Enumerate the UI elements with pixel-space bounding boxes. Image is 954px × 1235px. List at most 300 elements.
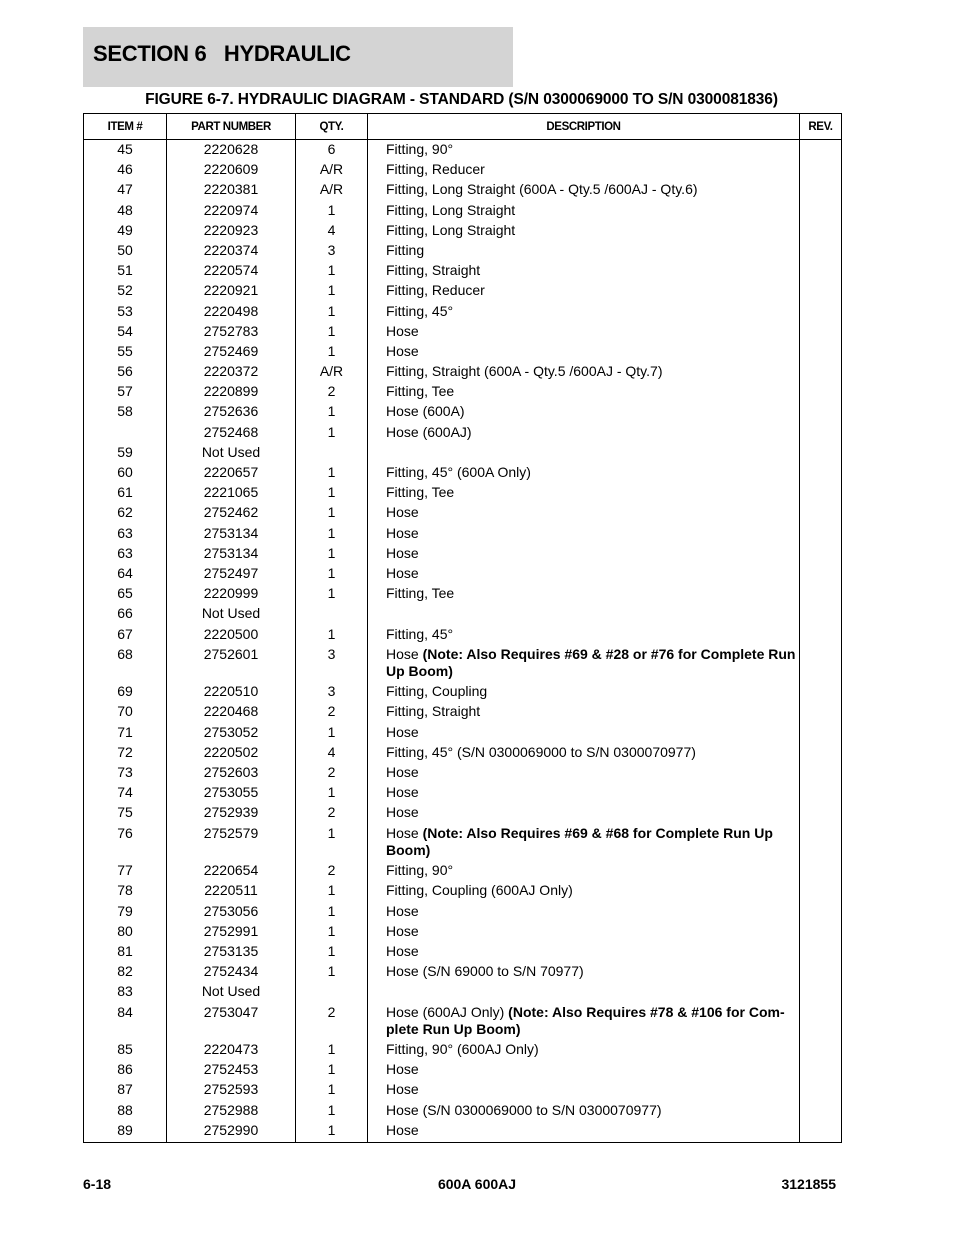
description-cell	[368, 742, 800, 762]
description-cell	[368, 1120, 800, 1142]
part-number-cell: 2752601	[167, 644, 296, 682]
item-number-cell: 59	[84, 442, 167, 462]
table-row	[84, 584, 842, 604]
part-number-cell: 2753055	[167, 783, 296, 803]
description-text: Hose	[386, 942, 419, 959]
description-cell	[368, 722, 800, 742]
part-number-cell: 2752469	[167, 341, 296, 361]
revision-cell	[800, 1100, 842, 1120]
quantity-cell: 1	[296, 921, 368, 941]
part-number-cell: 2753056	[167, 901, 296, 921]
description-note: (Note: Also Requires #69 & #28 or #76 for Complete Run Up Boom)	[386, 645, 796, 680]
quantity-cell: 1	[296, 584, 368, 604]
table-row	[84, 1040, 842, 1060]
part-number-cell: 2753134	[167, 523, 296, 543]
section-banner	[83, 27, 513, 87]
column-header-description: DESCRIPTION	[368, 114, 800, 140]
revision-cell	[800, 1080, 842, 1100]
parts-table	[83, 113, 842, 1143]
description-cell	[368, 901, 800, 921]
quantity-cell: 1	[296, 261, 368, 281]
description-text: Hose (S/N 0300069000 to S/N 0300070977)	[386, 1101, 662, 1118]
part-number-cell: Not Used	[167, 442, 296, 462]
revision-cell	[800, 564, 842, 584]
description-cell	[368, 301, 800, 321]
revision-cell	[800, 742, 842, 762]
quantity-cell: 1	[296, 341, 368, 361]
table-row	[84, 442, 842, 462]
revision-cell	[800, 901, 842, 921]
quantity-cell	[296, 442, 368, 462]
table-row	[84, 604, 842, 624]
table-row	[84, 341, 842, 361]
item-number-cell: 81	[84, 942, 167, 962]
description-cell	[368, 241, 800, 261]
part-number-cell: 2752579	[167, 823, 296, 861]
part-number-cell: Not Used	[167, 982, 296, 1002]
quantity-cell: 3	[296, 644, 368, 682]
table-row	[84, 382, 842, 402]
table-row	[84, 823, 842, 861]
description-cell	[368, 1002, 800, 1040]
table-row	[84, 402, 842, 422]
description-text: Hose	[386, 1121, 419, 1138]
table-row	[84, 921, 842, 941]
item-number-cell: 82	[84, 962, 167, 982]
description-text: Hose	[386, 322, 419, 339]
part-number-cell: 2221065	[167, 483, 296, 503]
description-text: Fitting, Long Straight	[386, 221, 516, 238]
quantity-cell: 1	[296, 624, 368, 644]
description-text: Hose	[386, 784, 419, 801]
quantity-cell: A/R	[296, 180, 368, 200]
item-number-cell: 66	[84, 604, 167, 624]
page-number: 6-18	[83, 1176, 112, 1192]
description-cell	[368, 200, 800, 220]
description-cell	[368, 962, 800, 982]
description-cell	[368, 1080, 800, 1100]
table-row	[84, 881, 842, 901]
part-number-cell: 2752636	[167, 402, 296, 422]
revision-cell	[800, 861, 842, 881]
description-cell	[368, 702, 800, 722]
part-number-cell: 2220899	[167, 382, 296, 402]
description-cell	[368, 503, 800, 523]
item-number-cell: 46	[84, 160, 167, 180]
quantity-cell: 3	[296, 241, 368, 261]
part-number-cell: 2220381	[167, 180, 296, 200]
part-number-cell: 2752434	[167, 962, 296, 982]
description-cell	[368, 543, 800, 563]
document-number: 3121855	[781, 1176, 836, 1192]
column-header-qty: QTY.	[296, 114, 368, 140]
revision-cell	[800, 644, 842, 682]
description-cell	[368, 1040, 800, 1060]
part-number-cell: 2220511	[167, 881, 296, 901]
description-text: Fitting, Coupling (600AJ Only)	[386, 882, 573, 899]
revision-cell	[800, 140, 842, 160]
item-number-cell: 49	[84, 220, 167, 240]
item-number-cell: 89	[84, 1120, 167, 1142]
item-number-cell: 70	[84, 702, 167, 722]
part-number-cell: 2752991	[167, 921, 296, 941]
description-cell	[368, 523, 800, 543]
quantity-cell: 1	[296, 503, 368, 523]
item-number-cell: 45	[84, 140, 167, 160]
description-text: Hose	[386, 544, 419, 561]
description-cell	[368, 921, 800, 941]
description-text: Hose	[386, 504, 419, 521]
item-number-cell: 56	[84, 362, 167, 382]
table-row	[84, 763, 842, 783]
part-number-cell: 2220974	[167, 200, 296, 220]
part-number-cell: 2753047	[167, 1002, 296, 1040]
item-number-cell: 73	[84, 763, 167, 783]
description-cell	[368, 823, 800, 861]
part-number-cell: 2220923	[167, 220, 296, 240]
table-row	[84, 241, 842, 261]
description-cell	[368, 803, 800, 823]
table-row	[84, 281, 842, 301]
revision-cell	[800, 1002, 842, 1040]
table-row	[84, 682, 842, 702]
description-text: Hose	[386, 524, 419, 541]
description-cell	[368, 220, 800, 240]
table-row	[84, 624, 842, 644]
quantity-cell: 1	[296, 783, 368, 803]
quantity-cell: 1	[296, 301, 368, 321]
item-number-cell: 60	[84, 463, 167, 483]
item-number-cell: 80	[84, 921, 167, 941]
revision-cell	[800, 942, 842, 962]
part-number-cell: 2220500	[167, 624, 296, 644]
quantity-cell: 1	[296, 402, 368, 422]
revision-cell	[800, 584, 842, 604]
description-note: (Note: Also Requires #78 & #106 for Com-plete Run Up Boom)	[386, 1003, 785, 1037]
revision-cell	[800, 962, 842, 982]
item-number-cell: 84	[84, 1002, 167, 1040]
part-number-cell: 2220574	[167, 261, 296, 281]
revision-cell	[800, 160, 842, 180]
description-cell	[368, 483, 800, 503]
part-number-cell: 2220510	[167, 682, 296, 702]
table-row	[84, 463, 842, 483]
part-number-cell: 2752783	[167, 321, 296, 341]
table-row	[84, 644, 842, 682]
item-number-cell: 54	[84, 321, 167, 341]
section-title: SECTION 6 HYDRAULIC	[93, 41, 351, 66]
description-cell	[368, 321, 800, 341]
table-row	[84, 321, 842, 341]
item-number-cell: 63	[84, 543, 167, 563]
item-number-cell: 75	[84, 803, 167, 823]
quantity-cell: 2	[296, 702, 368, 722]
part-number-cell: 2752453	[167, 1060, 296, 1080]
revision-cell	[800, 523, 842, 543]
quantity-cell	[296, 982, 368, 1002]
part-number-cell: 2220498	[167, 301, 296, 321]
revision-cell	[800, 382, 842, 402]
table-row	[84, 200, 842, 220]
description-text: Fitting, Reducer	[386, 282, 485, 299]
table-header-row	[84, 114, 842, 140]
description-cell	[368, 422, 800, 442]
revision-cell	[800, 220, 842, 240]
part-number-cell: 2752603	[167, 763, 296, 783]
quantity-cell: 2	[296, 1002, 368, 1040]
part-number-cell: 2752939	[167, 803, 296, 823]
part-number-cell: 2752462	[167, 503, 296, 523]
revision-cell	[800, 921, 842, 941]
part-number-cell: 2753135	[167, 942, 296, 962]
item-number-cell: 88	[84, 1100, 167, 1120]
part-number-cell: 2220609	[167, 160, 296, 180]
quantity-cell: 2	[296, 382, 368, 402]
description-text: Hose	[386, 902, 419, 919]
table-row	[84, 1080, 842, 1100]
part-number-cell: 2220921	[167, 281, 296, 301]
table-row	[84, 783, 842, 803]
item-number-cell: 47	[84, 180, 167, 200]
item-number-cell: 57	[84, 382, 167, 402]
description-text: Hose	[386, 804, 419, 821]
revision-cell	[800, 261, 842, 281]
description-cell	[368, 160, 800, 180]
table-row	[84, 962, 842, 982]
item-number-cell	[84, 422, 167, 442]
item-number-cell: 51	[84, 261, 167, 281]
table-row	[84, 503, 842, 523]
description-text: Hose	[386, 1081, 419, 1098]
description-text: Fitting, Tee	[386, 383, 455, 400]
description-cell	[368, 942, 800, 962]
description-text: Fitting, Long Straight (600A - Qty.5 /600AJ - Qty.6)	[386, 181, 698, 198]
part-number-cell: 2220468	[167, 702, 296, 722]
description-text: Fitting, 45°	[386, 625, 454, 642]
quantity-cell: 1	[296, 942, 368, 962]
item-number-cell: 86	[84, 1060, 167, 1080]
description-text: Hose	[386, 922, 419, 939]
part-number-cell: Not Used	[167, 604, 296, 624]
description-text: Hose	[386, 723, 419, 740]
description-text: Fitting, Straight	[386, 262, 481, 279]
quantity-cell: 1	[296, 1080, 368, 1100]
part-number-cell: 2220374	[167, 241, 296, 261]
quantity-cell: 1	[296, 321, 368, 341]
revision-cell	[800, 1120, 842, 1142]
description-cell	[368, 783, 800, 803]
item-number-cell: 85	[84, 1040, 167, 1060]
quantity-cell: 1	[296, 1100, 368, 1120]
table-row	[84, 543, 842, 563]
revision-cell	[800, 763, 842, 783]
description-text: Hose (S/N 69000 to S/N 70977)	[386, 963, 584, 980]
table-row	[84, 1002, 842, 1040]
quantity-cell: 1	[296, 881, 368, 901]
description-text: Fitting, 45° (S/N 0300069000 to S/N 0300070977)	[386, 743, 696, 760]
description-cell	[368, 140, 800, 160]
column-header-rev: REV.	[800, 114, 842, 140]
item-number-cell: 77	[84, 861, 167, 881]
description-text: Hose	[386, 564, 419, 581]
part-number-cell: 2752497	[167, 564, 296, 584]
table-row	[84, 160, 842, 180]
table-row	[84, 261, 842, 281]
table-row	[84, 861, 842, 881]
item-number-cell: 87	[84, 1080, 167, 1100]
description-cell	[368, 624, 800, 644]
revision-cell	[800, 803, 842, 823]
description-cell	[368, 604, 800, 624]
table-row	[84, 1120, 842, 1142]
description-cell	[368, 1060, 800, 1080]
revision-cell	[800, 301, 842, 321]
part-number-cell: 2220999	[167, 584, 296, 604]
table-row	[84, 523, 842, 543]
table-row	[84, 220, 842, 240]
revision-cell	[800, 783, 842, 803]
quantity-cell: 1	[296, 901, 368, 921]
quantity-cell: 2	[296, 803, 368, 823]
revision-cell	[800, 321, 842, 341]
description-text: Fitting, Straight (600A - Qty.5 /600AJ - Qty.7)	[386, 363, 663, 380]
part-number-cell: 2753134	[167, 543, 296, 563]
quantity-cell: 2	[296, 763, 368, 783]
revision-cell	[800, 1060, 842, 1080]
part-number-cell: 2220654	[167, 861, 296, 881]
description-text: Fitting, 90°	[386, 862, 454, 879]
table-row	[84, 742, 842, 762]
item-number-cell: 65	[84, 584, 167, 604]
description-cell	[368, 382, 800, 402]
description-text: Hose	[386, 764, 419, 781]
quantity-cell: 1	[296, 543, 368, 563]
table-row	[84, 301, 842, 321]
description-cell	[368, 682, 800, 702]
description-cell	[368, 442, 800, 462]
quantity-cell: 2	[296, 861, 368, 881]
description-text: Fitting, Long Straight	[386, 201, 516, 218]
part-number-cell: 2220473	[167, 1040, 296, 1060]
description-text: Fitting, Tee	[386, 585, 455, 602]
table-row	[84, 1060, 842, 1080]
revision-cell	[800, 422, 842, 442]
part-number-cell: 2753052	[167, 722, 296, 742]
item-number-cell: 64	[84, 564, 167, 584]
description-text: Hose	[386, 645, 423, 662]
revision-cell	[800, 624, 842, 644]
item-number-cell: 71	[84, 722, 167, 742]
quantity-cell: A/R	[296, 362, 368, 382]
item-number-cell: 83	[84, 982, 167, 1002]
description-text: Fitting	[386, 241, 425, 258]
table-row	[84, 803, 842, 823]
column-header-part-number: PART NUMBER	[167, 114, 296, 140]
part-number-cell: 2220502	[167, 742, 296, 762]
column-header-item: ITEM #	[84, 114, 167, 140]
revision-cell	[800, 604, 842, 624]
quantity-cell: 1	[296, 722, 368, 742]
description-cell	[368, 881, 800, 901]
item-number-cell: 76	[84, 823, 167, 861]
revision-cell	[800, 982, 842, 1002]
quantity-cell: 6	[296, 140, 368, 160]
description-cell	[368, 261, 800, 281]
quantity-cell: 1	[296, 463, 368, 483]
table-row	[84, 1100, 842, 1120]
part-number-cell: 2752990	[167, 1120, 296, 1142]
item-number-cell: 61	[84, 483, 167, 503]
parts-table-body	[84, 140, 842, 1143]
description-cell	[368, 644, 800, 682]
description-text: Fitting, Tee	[386, 484, 455, 501]
description-cell	[368, 763, 800, 783]
table-row	[84, 901, 842, 921]
description-text: Fitting, Straight	[386, 703, 481, 720]
item-number-cell: 62	[84, 503, 167, 523]
description-cell	[368, 281, 800, 301]
revision-cell	[800, 503, 842, 523]
part-number-cell: 2752468	[167, 422, 296, 442]
part-number-cell: 2752988	[167, 1100, 296, 1120]
item-number-cell: 78	[84, 881, 167, 901]
quantity-cell: 1	[296, 823, 368, 861]
revision-cell	[800, 362, 842, 382]
description-cell	[368, 341, 800, 361]
quantity-cell: 1	[296, 1120, 368, 1142]
quantity-cell: 1	[296, 1040, 368, 1060]
revision-cell	[800, 702, 842, 722]
description-text: Hose	[386, 824, 423, 841]
description-text: Fitting, Reducer	[386, 161, 485, 178]
description-cell	[368, 564, 800, 584]
item-number-cell: 52	[84, 281, 167, 301]
description-note: (Note: Also Requires #69 & #68 for Complete Run Up Boom)	[386, 824, 773, 858]
revision-cell	[800, 341, 842, 361]
description-cell	[368, 463, 800, 483]
revision-cell	[800, 442, 842, 462]
description-cell	[368, 584, 800, 604]
item-number-cell: 74	[84, 783, 167, 803]
revision-cell	[800, 881, 842, 901]
description-text: Fitting, 90° (600AJ Only)	[386, 1041, 539, 1058]
quantity-cell: 1	[296, 523, 368, 543]
item-number-cell: 67	[84, 624, 167, 644]
description-cell	[368, 861, 800, 881]
revision-cell	[800, 543, 842, 563]
revision-cell	[800, 463, 842, 483]
item-number-cell: 53	[84, 301, 167, 321]
revision-cell	[800, 682, 842, 702]
quantity-cell: 1	[296, 564, 368, 584]
revision-cell	[800, 241, 842, 261]
description-cell	[368, 180, 800, 200]
item-number-cell: 72	[84, 742, 167, 762]
revision-cell	[800, 281, 842, 301]
quantity-cell: 1	[296, 962, 368, 982]
description-cell	[368, 1100, 800, 1120]
item-number-cell: 68	[84, 644, 167, 682]
model-name: 600A 600AJ	[437, 1176, 517, 1192]
figure-title: FIGURE 6-7. HYDRAULIC DIAGRAM - STANDARD (S/N 0300069000 TO S/N 0300081836)	[145, 91, 778, 108]
quantity-cell: 3	[296, 682, 368, 702]
item-number-cell: 50	[84, 241, 167, 261]
table-row	[84, 702, 842, 722]
revision-cell	[800, 1040, 842, 1060]
description-text: Hose (600AJ)	[386, 423, 472, 440]
part-number-cell: 2220628	[167, 140, 296, 160]
table-row	[84, 722, 842, 742]
